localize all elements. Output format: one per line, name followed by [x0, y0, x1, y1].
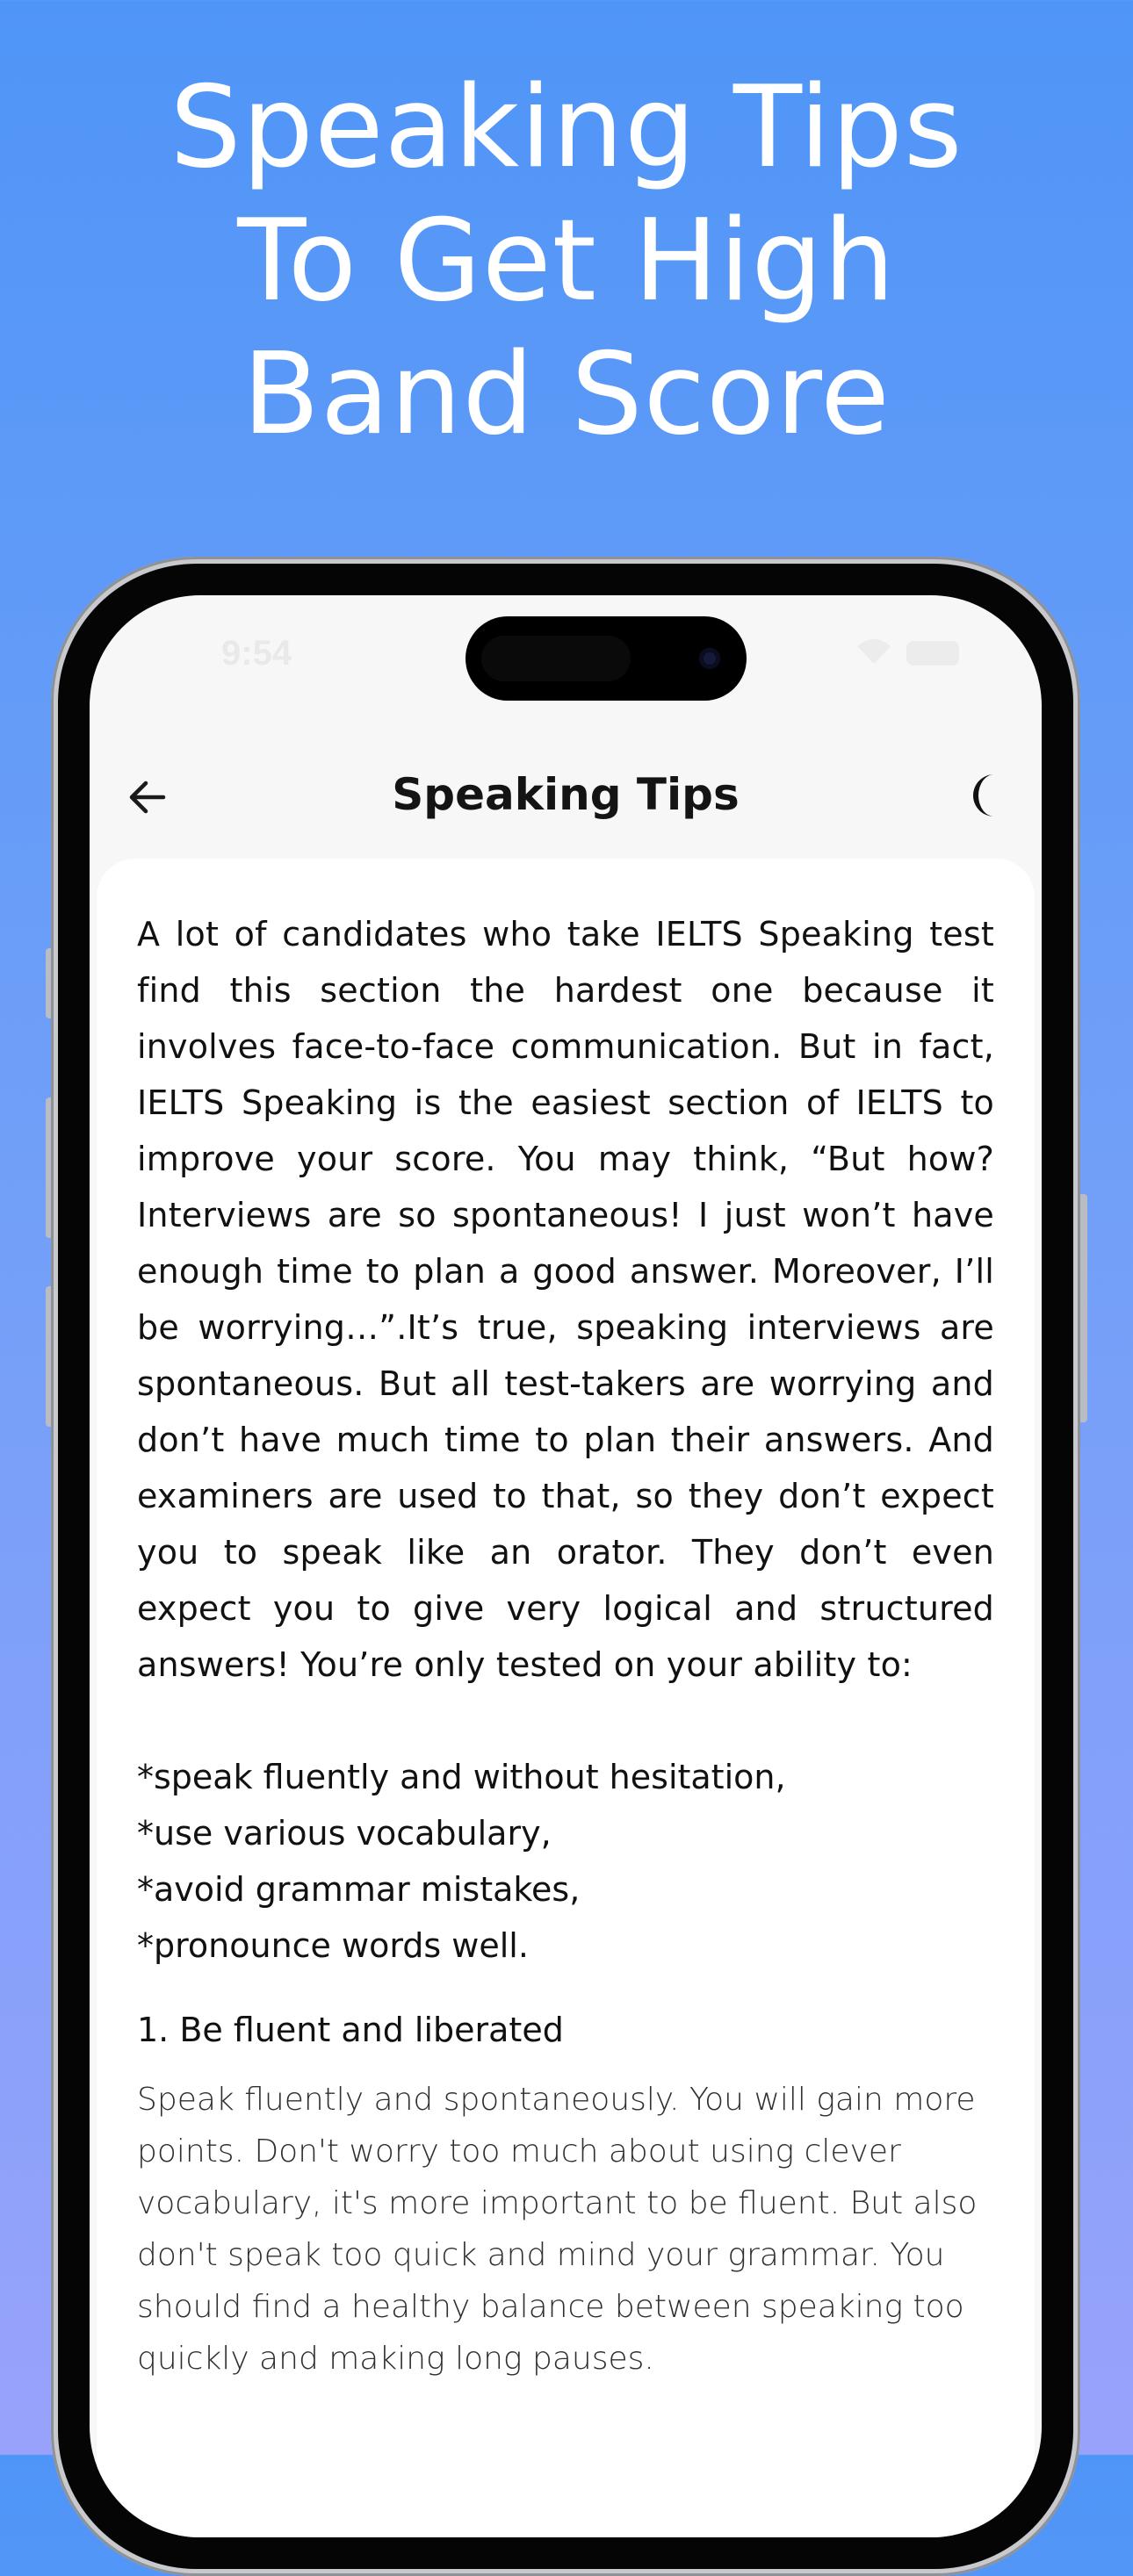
camera-lens-icon — [699, 648, 720, 669]
headline-line-2: To Get High — [237, 196, 896, 327]
wifi-icon — [854, 636, 894, 666]
headline-line-1: Speaking Tips — [170, 62, 963, 193]
section-title: 1. Be fluent and liberated — [137, 2011, 564, 2049]
moon-icon[interactable] — [961, 769, 1014, 822]
list-item: *use various vocabulary, — [137, 1814, 552, 1853]
list-item: *pronounce words well. — [137, 1926, 529, 1965]
page-title: Speaking Tips — [392, 769, 740, 820]
list-item: *speak fluently and without hesitation, — [137, 1758, 786, 1796]
phone-bezel — [58, 564, 1073, 2569]
island-sensor — [481, 636, 631, 681]
promo-headline — [0, 61, 1133, 462]
dynamic-island — [465, 616, 747, 701]
status-time: 9:54 — [221, 634, 292, 673]
phone-screen — [90, 595, 1042, 2537]
article-scroll-area[interactable] — [137, 906, 994, 2506]
article-intro: A lot of candidates who take IELTS Speaking test find this section the hardest one because it involves face-to-face communication. But in fact, IELTS Speaking is the easiest section of IELTS to improve your score. You may think, “But how? Interviews are so spontaneous! I just won’t have enough time to plan a good answer. Moreover, I’ll be worrying…”.It’s true, speaking interviews are spontaneous. But all test-takers are worrying and don’t have much time to plan their answers. And examiners are used to that, so they don’t expect you to speak like an orator. They don’t even expect you to give very logical and structured answers! You’re only tested on your ability to: — [137, 915, 994, 1684]
battery-icon — [906, 641, 959, 666]
phone-frame — [51, 557, 1080, 2576]
app-bar — [90, 736, 1042, 859]
article-card — [97, 859, 1035, 2537]
headline-line-3: Band Score — [242, 329, 891, 460]
section-body: Speak fluently and spontaneously. You will gain more points. Don't worry too much about using clever vocabulary, it's more important to be fluent. But also don't speak too quick and mind your grammar. You should find a healthy balance between speaking too quickly and making long pauses. — [137, 2082, 978, 2377]
skills-list — [137, 1749, 994, 1974]
list-item: *avoid grammar mistakes, — [137, 1870, 581, 1909]
